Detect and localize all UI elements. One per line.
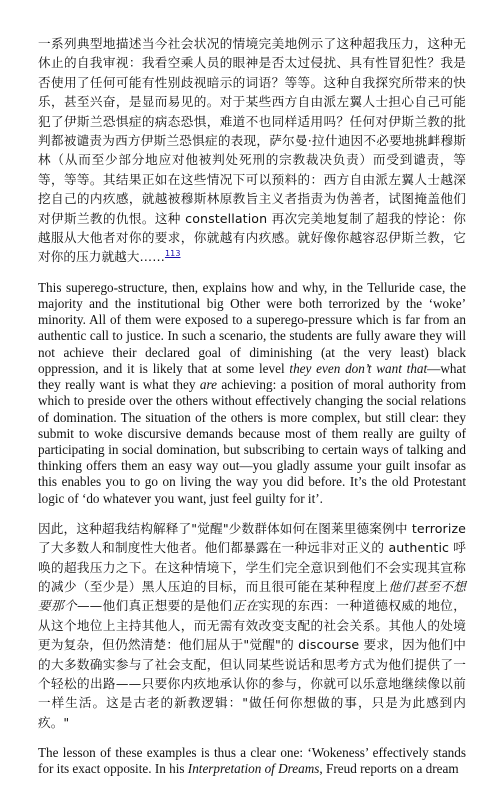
chinese-paragraph-2-text-b: ——他们真正想要的是他们 (76, 598, 233, 614)
english-paragraph-2-text-b: , Freud reports on a dream (319, 761, 459, 777)
chinese-paragraph-2-text-c: 实现的东西：一种道德权威的地位，从这个地位上主持其他人，而无需有效改变支配的社会关系。其他人的处境更为复杂，但仍然清楚：他们屈从于"觉醒"的 discourse 要求，因为他们中的大多数确实参与了社会支配，但认同某些说话和思考方式为他们提供了一个轻松的出路——只要你内疚地承认你的参与，你就可以乐意地继续像以前一样生活。这是古老的新教逻辑："做任何你想做的事，只是为此感到内疚。" (38, 598, 466, 730)
english-paragraph-1-text-c: achieving: a position of moral authority from which to preside over the others without effectively changing the social relations of domination. The situation of the others is more complex, but still clear: they submit to woke discursive demands because most of them really are guilty of participating in social domination, but subscribing to certain ways of talking and thinking offers them an easy way out—you gladly assume your guilt insofar as this enables you to go on living the way you did before. It’s the old Protestant logic of ‘do whatever you want, just feel guilty for it’. (38, 377, 466, 506)
english-paragraph-1 (38, 280, 466, 507)
english-paragraph-2 (38, 745, 466, 777)
english-paragraph-1-italic-b: are (199, 377, 217, 393)
chinese-paragraph-2-text-a: 因此，这种超我结构解释了"觉醒"少数群体如何在图莱里德案例中 terrorize 了大多数人和制度性大他者。他们都暴露在一种远非对正义的 authentic 呼唤的超我压力之下。在这种情境下，学生们完全意识到他们不会实现其宣称的减少（至少是）黑人压迫的目标，而且很可能在某种程度上 (38, 520, 466, 594)
english-paragraph-1-text-b: —what they really want is what they (38, 360, 466, 393)
english-paragraph-1-text-a: This superego-structure, then, explains how and why, in the Telluride case, the majority and the institutional big Other were both terrorized by the ‘woke’ minority. All of them were exposed to a superego-pressure which is far from an authentic call to justice. In such a scenario, the students are fully aware they will not achieve their declared goal of diminishing (at the very least) black oppression, and it is likely that at some level (38, 279, 466, 376)
chinese-paragraph-1-text: 一系列典型地描述当今社会状况的情境完美地例示了这种超我压力，这种无休止的自我审视：我看空乘人员的眼神是否太过侵扰、具有性冒犯性？我是否使用了任何可能有性别歧视暗示的词语？等等。这种自我探究所带来的快乐，甚至兴奋，是显而易见的。对于某些西方自由派左翼人士担心自己可能犯了伊斯兰恐惧症的病态恐惧，难道不也同样适用吗？任何对伊斯兰教的批判都被谴责为西方伊斯兰恐惧症的表现，萨尔曼·拉什迪因不必要地挑衅穆斯林（从而至少部分地应对他被判处死刑的宗教裁决负责）而受到谴责，等等，等等。其结果正如在这些情况下可以预料的：西方自由派左翼人士越深挖自己的内疚感，就越被穆斯林原教旨主义者指责为伪善者，试图掩盖他们对伊斯兰教的仇恨。这种 constellation 再次完美地复制了超我的悖论：你越服从大他者对你的要求，你就越有内疚感。就好像你越容忍伊斯兰教，它对你的压力就越大…… (38, 36, 466, 265)
english-paragraph-2-italic: Interpretation of Dreams (187, 761, 320, 777)
document-page (38, 34, 466, 790)
chinese-paragraph-2-italic-b: 正在 (232, 598, 259, 614)
chinese-paragraph-2 (38, 519, 466, 732)
english-paragraph-1-italic-a: they even don’t want that (289, 360, 428, 376)
chinese-paragraph-2-italic-a: 他们甚至不想要那个 (38, 578, 466, 614)
chinese-paragraph-1 (38, 34, 466, 267)
english-paragraph-2-text-a: The lesson of these examples is thus a clear one: ‘Wokeness’ effectively stands for its exact opposite. In his (38, 745, 466, 777)
footnote-link[interactable]: 113 (164, 249, 181, 259)
